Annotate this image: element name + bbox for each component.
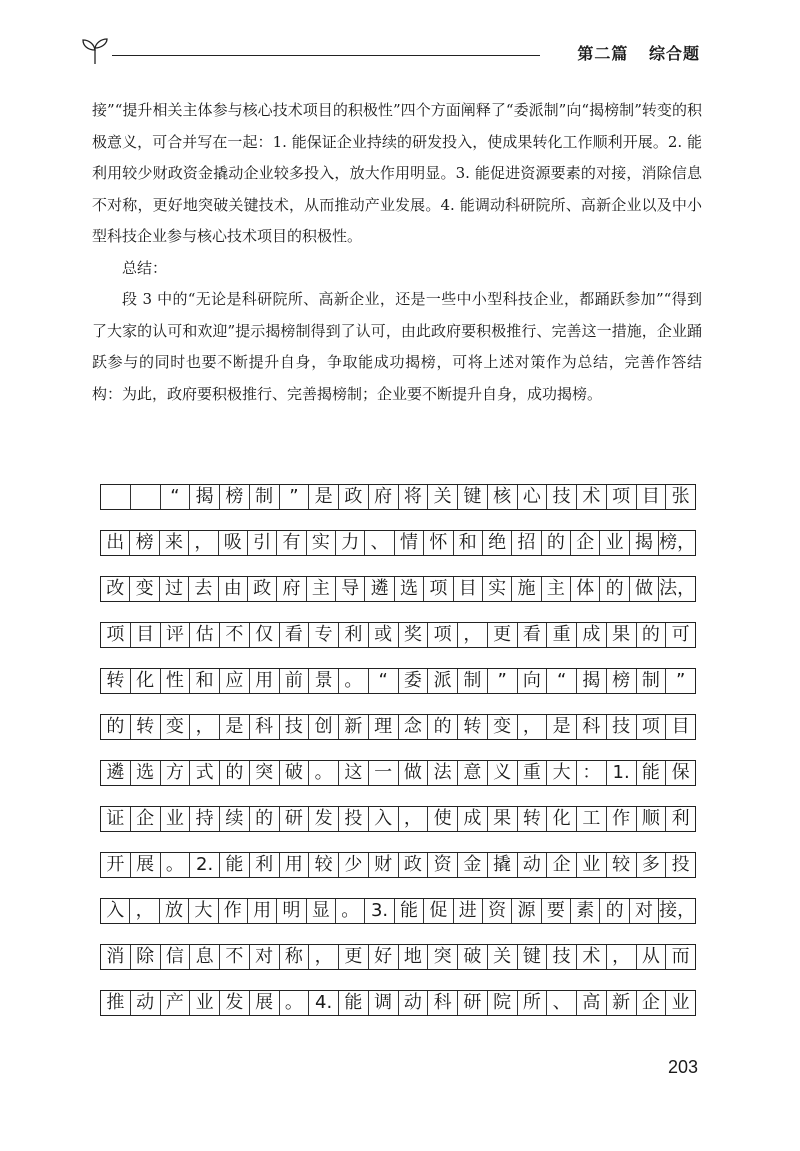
grid-cell: 。 <box>280 991 310 1015</box>
grid-cell: 化 <box>131 669 161 693</box>
grid-cell: 较 <box>607 853 637 877</box>
grid-cell: 看 <box>518 623 548 647</box>
grid-cell: 选 <box>395 577 424 601</box>
grid-cell: 、 <box>365 531 394 555</box>
grid-cell: 用 <box>280 853 310 877</box>
grid-cell: 、 <box>547 991 577 1015</box>
grid-cell: 变 <box>488 715 518 739</box>
grid-row <box>100 530 696 556</box>
grid-cell: 破 <box>280 761 310 785</box>
grid-cell: 的 <box>600 577 629 601</box>
grid-cell: 绝 <box>483 531 512 555</box>
grid-cell: 素 <box>571 899 600 923</box>
grid-cell: 研 <box>458 991 488 1015</box>
grid-cell: 派 <box>428 669 458 693</box>
grid-cell: 核 <box>488 485 518 509</box>
grid-cell: 显 <box>307 899 336 923</box>
grid-cell: 技 <box>547 485 577 509</box>
grid-cell: 式 <box>190 761 220 785</box>
grid-cell: 使 <box>428 807 458 831</box>
grid-cell: 发 <box>220 991 250 1015</box>
grid-cell: 技 <box>280 715 310 739</box>
grid-cell: 遴 <box>365 577 394 601</box>
grid-cell: 张 <box>671 486 690 507</box>
grid-cell: 项 <box>607 485 637 509</box>
grid-cell: 变 <box>161 715 191 739</box>
grid-cell: 向 <box>518 669 548 693</box>
grid-cell: 政 <box>399 853 429 877</box>
grid-cell: 破 <box>458 945 488 969</box>
summary-label: 总结： <box>122 258 168 277</box>
grid-cell: 动 <box>131 991 161 1015</box>
grid-cell: 目 <box>454 577 483 601</box>
grid-cell: 动 <box>399 991 429 1015</box>
grid-cell: 可 <box>671 624 690 645</box>
grid-cell: 。 <box>161 853 191 877</box>
grid-cell: ” <box>488 669 518 693</box>
grid-cell: 创 <box>309 715 339 739</box>
grid-cell: 改 <box>101 577 130 601</box>
grid-cell: 关 <box>428 485 458 509</box>
grid-cell: 作 <box>219 899 248 923</box>
grid-cell: 撬 <box>488 853 518 877</box>
grid-cell: 体 <box>571 577 600 601</box>
grid-cell: 不 <box>220 623 250 647</box>
grid-cell: 利 <box>671 808 690 829</box>
grid-cell: 意 <box>458 761 488 785</box>
grid-cell: 能 <box>395 899 424 923</box>
grid-cell: 的 <box>250 807 280 831</box>
grid-cell: 项 <box>101 623 131 647</box>
grid-cell: 主 <box>307 577 336 601</box>
grid-cell: 选 <box>131 761 161 785</box>
grid-cell: 重 <box>547 623 577 647</box>
grid-cell: 4. <box>309 991 339 1015</box>
grid-cell: 目 <box>637 485 667 509</box>
grid-cell: 证 <box>101 807 131 831</box>
grid-cell: 方 <box>161 761 191 785</box>
grid-cell: 出 <box>101 531 130 555</box>
grid-cell: “ <box>369 669 399 693</box>
grid-cell: 续 <box>220 807 250 831</box>
grid-cell: 奖 <box>399 623 429 647</box>
grid-cell: 较 <box>309 853 339 877</box>
grid-cell: 做 <box>630 577 659 601</box>
grid-cell: 能 <box>339 991 369 1015</box>
grid-cell: 变 <box>130 577 159 601</box>
grid-cell: 项 <box>428 623 458 647</box>
grid-cell: 将 <box>399 485 429 509</box>
grid-cell: 资 <box>483 899 512 923</box>
grid-cell: “ <box>161 485 191 509</box>
grid-cell: ， <box>518 715 548 739</box>
grid-cell: 招 <box>512 531 541 555</box>
grid-cell: 。 <box>309 761 339 785</box>
sprout-icon <box>80 36 110 66</box>
grid-cell: 业 <box>671 992 690 1013</box>
grid-row <box>100 484 696 510</box>
grid-cell: 作 <box>607 807 637 831</box>
grid-cell: 施 <box>512 577 541 601</box>
explanation-text <box>92 95 702 410</box>
grid-cell: 企 <box>131 807 161 831</box>
grid-cell: 科 <box>577 715 607 739</box>
grid-cell: 保 <box>671 762 690 783</box>
grid-cell <box>101 485 131 509</box>
grid-cell: 揭 <box>190 485 220 509</box>
grid-cell: ， <box>607 945 637 969</box>
grid-cell: 企 <box>547 853 577 877</box>
grid-cell: 而 <box>671 946 690 967</box>
grid-cell: 业 <box>190 991 220 1015</box>
grid-cell: 一 <box>369 761 399 785</box>
grid-cell: 展 <box>131 853 161 877</box>
grid-cell: 调 <box>369 991 399 1015</box>
grid-cell: 大 <box>189 899 218 923</box>
grid-cell: 吸 <box>219 531 248 555</box>
grid-cell: 工 <box>577 807 607 831</box>
grid-cell: 对 <box>250 945 280 969</box>
grid-cell: 景 <box>309 669 339 693</box>
grid-cell: 的 <box>637 623 667 647</box>
grid-cell: 由 <box>219 577 248 601</box>
grid-cell: 主 <box>542 577 571 601</box>
grid-cell: 转 <box>131 715 161 739</box>
grid-cell: 术 <box>577 485 607 509</box>
grid-cell: 去 <box>189 577 218 601</box>
header-title <box>577 41 700 64</box>
grid-cell: 法， <box>659 578 696 599</box>
grid-cell: 利 <box>250 853 280 877</box>
grid-cell: 实 <box>483 577 512 601</box>
grid-cell: 新 <box>339 715 369 739</box>
grid-row <box>100 898 696 924</box>
grid-cell: 委 <box>399 669 429 693</box>
grid-cell: 的 <box>101 715 131 739</box>
grid-row <box>100 990 696 1016</box>
grid-cell: 义 <box>488 761 518 785</box>
grid-cell <box>131 485 161 509</box>
grid-cell: 情 <box>395 531 424 555</box>
grid-cell: 动 <box>518 853 548 877</box>
grid-cell: 果 <box>607 623 637 647</box>
grid-cell: 更 <box>488 623 518 647</box>
grid-cell: 好 <box>369 945 399 969</box>
grid-cell: 企 <box>571 531 600 555</box>
grid-cell: 高 <box>577 991 607 1015</box>
grid-cell: 突 <box>250 761 280 785</box>
grid-cell: 引 <box>248 531 277 555</box>
grid-cell: 业 <box>577 853 607 877</box>
grid-row <box>100 714 696 740</box>
grid-cell: 估 <box>190 623 220 647</box>
grid-cell: 研 <box>280 807 310 831</box>
grid-cell: 地 <box>399 945 429 969</box>
grid-cell: 仅 <box>250 623 280 647</box>
grid-row <box>100 622 696 648</box>
grid-cell: 和 <box>190 669 220 693</box>
grid-cell: 成 <box>577 623 607 647</box>
grid-row <box>100 852 696 878</box>
grid-cell: 专 <box>309 623 339 647</box>
grid-cell: ” <box>280 485 310 509</box>
grid-cell: 揭 <box>577 669 607 693</box>
grid-cell: 突 <box>428 945 458 969</box>
grid-cell: 过 <box>160 577 189 601</box>
grid-cell: 术 <box>577 945 607 969</box>
grid-cell: 政 <box>248 577 277 601</box>
grid-cell: 技 <box>607 715 637 739</box>
header-section: 综合题 <box>648 44 700 63</box>
grid-cell: 除 <box>131 945 161 969</box>
grid-cell: 产 <box>161 991 191 1015</box>
running-header <box>80 30 700 70</box>
grid-cell: 进 <box>454 899 483 923</box>
grid-cell: 展 <box>250 991 280 1015</box>
grid-cell: 资 <box>428 853 458 877</box>
grid-cell: 3. <box>365 899 394 923</box>
grid-cell: 息 <box>190 945 220 969</box>
grid-cell: 发 <box>309 807 339 831</box>
grid-cell: 项 <box>424 577 453 601</box>
grid-cell: 投 <box>671 854 690 875</box>
grid-cell: 重 <box>518 761 548 785</box>
grid-cell: 或 <box>369 623 399 647</box>
grid-cell: 实 <box>307 531 336 555</box>
grid-cell: 财 <box>369 853 399 877</box>
grid-cell: ： <box>577 761 607 785</box>
paragraph-1: 接”“提升相关主体参与核心技术项目的积极性”四个方面阐释了“委派制”向“揭榜制”转变的积极意义，可合并写在一起：1. 能保证企业持续的研发投入，使成果转化工作顺利开展。2. 能利用较少财政资金撬动企业较多投入，放大作用明显。3. 能促进资源要素的对接，消除信息不对称，更好地突破关键技术，从而推动产业发展。4. 能调动科研院所、高新企业以及中小型科技企业参与核心技术项目的积极性。 <box>92 101 702 245</box>
grid-cell: 的 <box>600 899 629 923</box>
grid-cell: 府 <box>369 485 399 509</box>
grid-cell: 力 <box>336 531 365 555</box>
grid-cell: 推 <box>101 991 131 1015</box>
grid-cell: ， <box>458 623 488 647</box>
grid-cell: 能 <box>637 761 667 785</box>
grid-cell: 是 <box>547 715 577 739</box>
grid-cell: 转 <box>101 669 131 693</box>
grid-cell: 入 <box>101 899 130 923</box>
grid-cell: 称 <box>280 945 310 969</box>
grid-cell: 政 <box>339 485 369 509</box>
grid-cell: 制 <box>458 669 488 693</box>
grid-cell: 入 <box>369 807 399 831</box>
grid-cell: 开 <box>101 853 131 877</box>
grid-cell: 的 <box>542 531 571 555</box>
grid-cell: 要 <box>542 899 571 923</box>
grid-cell: “ <box>547 669 577 693</box>
grid-cell: 有 <box>277 531 306 555</box>
grid-cell: 成 <box>458 807 488 831</box>
grid-cell: 性 <box>161 669 191 693</box>
grid-cell: 用 <box>250 669 280 693</box>
grid-cell: 榜 <box>130 531 159 555</box>
grid-cell: 促 <box>424 899 453 923</box>
grid-cell: 大 <box>547 761 577 785</box>
grid-cell: 顺 <box>637 807 667 831</box>
grid-cell: 榜 <box>607 669 637 693</box>
grid-cell: ， <box>189 531 218 555</box>
grid-cell: 消 <box>101 945 131 969</box>
grid-cell: 应 <box>220 669 250 693</box>
grid-cell: 接， <box>659 900 696 921</box>
grid-cell: 。 <box>339 669 369 693</box>
grid-cell: 看 <box>280 623 310 647</box>
grid-cell: 新 <box>607 991 637 1015</box>
grid-cell: ， <box>190 715 220 739</box>
grid-cell: 放 <box>160 899 189 923</box>
grid-cell: 果 <box>488 807 518 831</box>
grid-cell: 目 <box>671 716 690 737</box>
grid-cell: 能 <box>220 853 250 877</box>
grid-cell: 怀 <box>424 531 453 555</box>
grid-cell: 榜， <box>659 532 696 553</box>
grid-cell: 和 <box>454 531 483 555</box>
grid-cell: 2. <box>190 853 220 877</box>
grid-cell: 。 <box>336 899 365 923</box>
grid-cell: 源 <box>512 899 541 923</box>
grid-cell: 键 <box>458 485 488 509</box>
grid-cell: 利 <box>339 623 369 647</box>
grid-cell: 念 <box>399 715 429 739</box>
grid-cell: 业 <box>161 807 191 831</box>
header-part: 第二篇 <box>577 44 629 63</box>
grid-cell: 所 <box>518 991 548 1015</box>
grid-cell: 企 <box>637 991 667 1015</box>
grid-cell: 从 <box>637 945 667 969</box>
grid-cell: 法 <box>428 761 458 785</box>
grid-row <box>100 760 696 786</box>
grid-cell: 更 <box>339 945 369 969</box>
grid-cell: 投 <box>339 807 369 831</box>
grid-row <box>100 668 696 694</box>
grid-cell: 制 <box>250 485 280 509</box>
grid-cell: 科 <box>428 991 458 1015</box>
grid-cell: 金 <box>458 853 488 877</box>
grid-cell: 的 <box>220 761 250 785</box>
grid-cell: 导 <box>336 577 365 601</box>
grid-cell: 前 <box>280 669 310 693</box>
grid-cell: 关 <box>488 945 518 969</box>
grid-cell: 是 <box>220 715 250 739</box>
grid-cell: 榜 <box>220 485 250 509</box>
grid-cell: 业 <box>600 531 629 555</box>
grid-cell: 目 <box>131 623 161 647</box>
grid-cell: 多 <box>637 853 667 877</box>
grid-row <box>100 576 696 602</box>
grid-cell: ， <box>399 807 429 831</box>
grid-cell: 键 <box>518 945 548 969</box>
grid-cell: ， <box>309 945 339 969</box>
grid-cell: 理 <box>369 715 399 739</box>
grid-cell: 少 <box>339 853 369 877</box>
grid-cell: 转 <box>458 715 488 739</box>
grid-cell: 转 <box>518 807 548 831</box>
grid-cell: 科 <box>250 715 280 739</box>
grid-cell: 评 <box>161 623 191 647</box>
paragraph-2: 段 3 中的“无论是科研院所、高新企业，还是一些中小型科技企业，都踊跃参加”“得到了大家的认可和欢迎”提示揭榜制得到了认可，由此政府要积极推行、完善这一措施，企业踊跃参与的同时也要不断提升自身，争取能成功揭榜，可将上述对策作为总结，完善作答结构：为此，政府要积极推行、完善揭榜制；企业要不断提升自身，成功揭榜。 <box>92 290 702 403</box>
grid-row <box>100 806 696 832</box>
grid-cell: 府 <box>277 577 306 601</box>
grid-cell: 揭 <box>630 531 659 555</box>
grid-cell: 院 <box>488 991 518 1015</box>
grid-cell: 持 <box>190 807 220 831</box>
grid-cell: ” <box>675 670 686 691</box>
grid-cell: 1. <box>607 761 637 785</box>
grid-cell: 化 <box>547 807 577 831</box>
grid-cell: 不 <box>220 945 250 969</box>
grid-cell: 做 <box>399 761 429 785</box>
page-number: 203 <box>668 1057 699 1077</box>
grid-cell: 信 <box>161 945 191 969</box>
grid-cell: 是 <box>309 485 339 509</box>
grid-cell: 用 <box>248 899 277 923</box>
grid-cell: 项 <box>637 715 667 739</box>
grid-cell: 这 <box>339 761 369 785</box>
grid-cell: 的 <box>428 715 458 739</box>
grid-cell: ， <box>130 899 159 923</box>
grid-cell: 对 <box>630 899 659 923</box>
grid-cell: 技 <box>547 945 577 969</box>
header-rule <box>112 55 540 56</box>
grid-cell: 心 <box>518 485 548 509</box>
grid-cell: 遴 <box>101 761 131 785</box>
grid-cell: 明 <box>277 899 306 923</box>
grid-cell: 制 <box>637 669 667 693</box>
grid-row <box>100 944 696 970</box>
grid-cell: 来 <box>160 531 189 555</box>
